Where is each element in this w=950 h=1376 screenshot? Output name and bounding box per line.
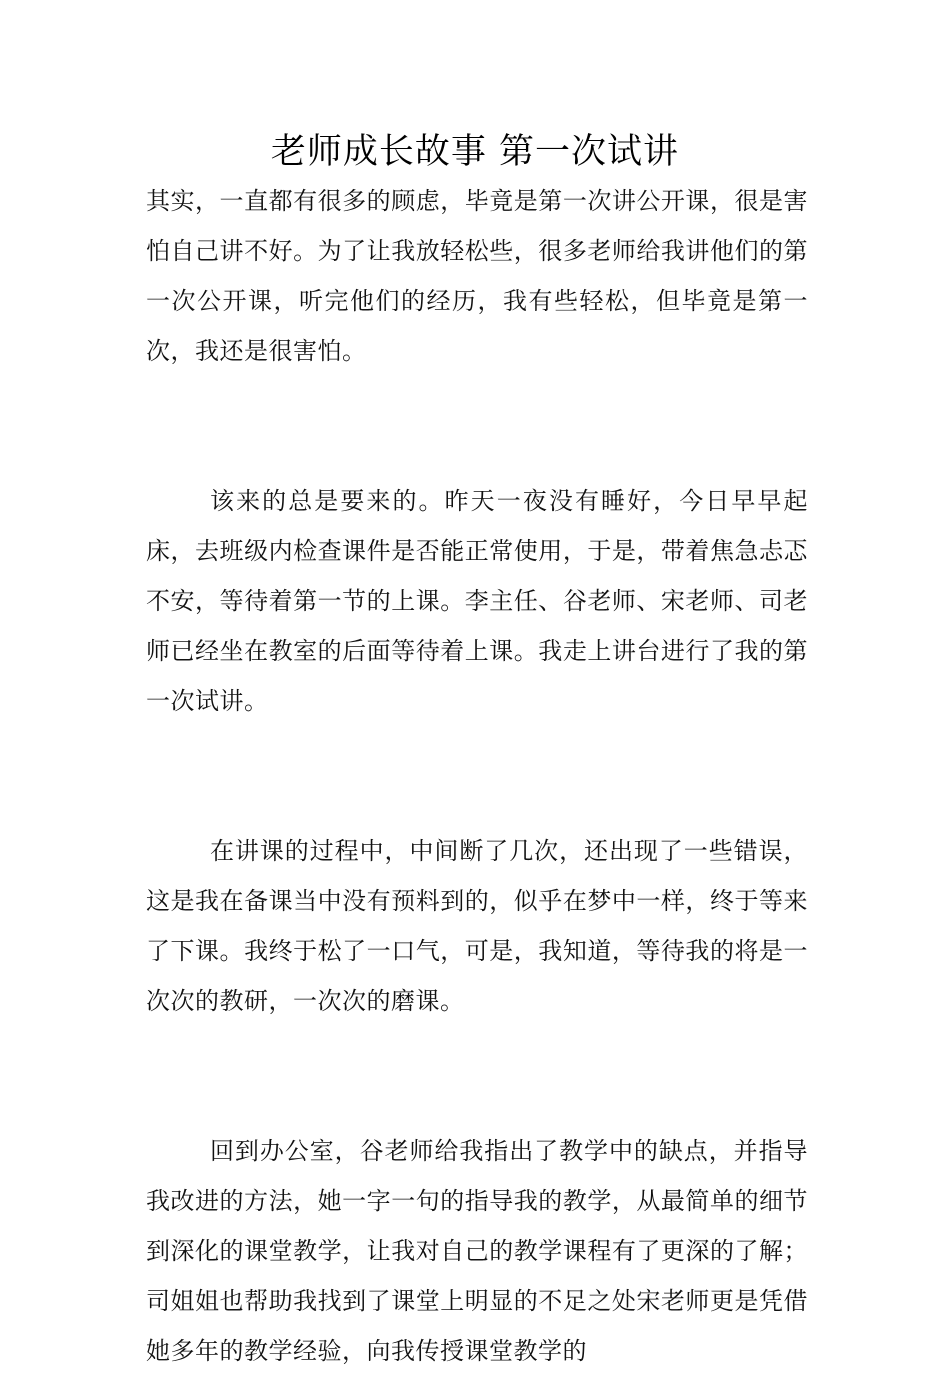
paragraph-1: 其实，一直都有很多的顾虑，毕竟是第一次讲公开课，很是害怕自己讲不好。为了让我放轻松些，很多老师给我讲他们的第一次公开课，听完他们的经历，我有些轻松，但毕竟是第一次，我还是很害怕。 <box>146 187 808 365</box>
paragraph-2: 该来的总是要来的。昨天一夜没有睡好，今日早早起床，去班级内检查课件是否能正常使用，于是，带着焦急忐忑不安，等待着第一节的上课。李主任、谷老师、宋老师、司老师已经坐在教室的后面等待着上课。我走上讲台进行了我的第一次试讲。 <box>146 487 808 715</box>
document-title: 老师成长故事 第一次试讲 <box>270 132 680 172</box>
paragraph-3: 在讲课的过程中，中间断了几次，还出现了一些错误，这是我在备课当中没有预料到的，似乎在梦中一样，终于等来了下课。我终于松了一口气，可是，我知道，等待我的将是一次次的教研，一次次的磨课。 <box>146 837 808 1015</box>
paragraph-4: 回到办公室，谷老师给我指出了教学中的缺点，并指导我改进的方法，她一字一句的指导我的教学，从最简单的细节到深化的课堂教学，让我对自己的教学课程有了更深的了解；司姐姐也帮助我找到了课堂上明显的不足之处宋老师更是凭借她多年的教学经验，向我传授课堂教学的 <box>146 1137 808 1365</box>
document-body <box>146 176 808 1376</box>
